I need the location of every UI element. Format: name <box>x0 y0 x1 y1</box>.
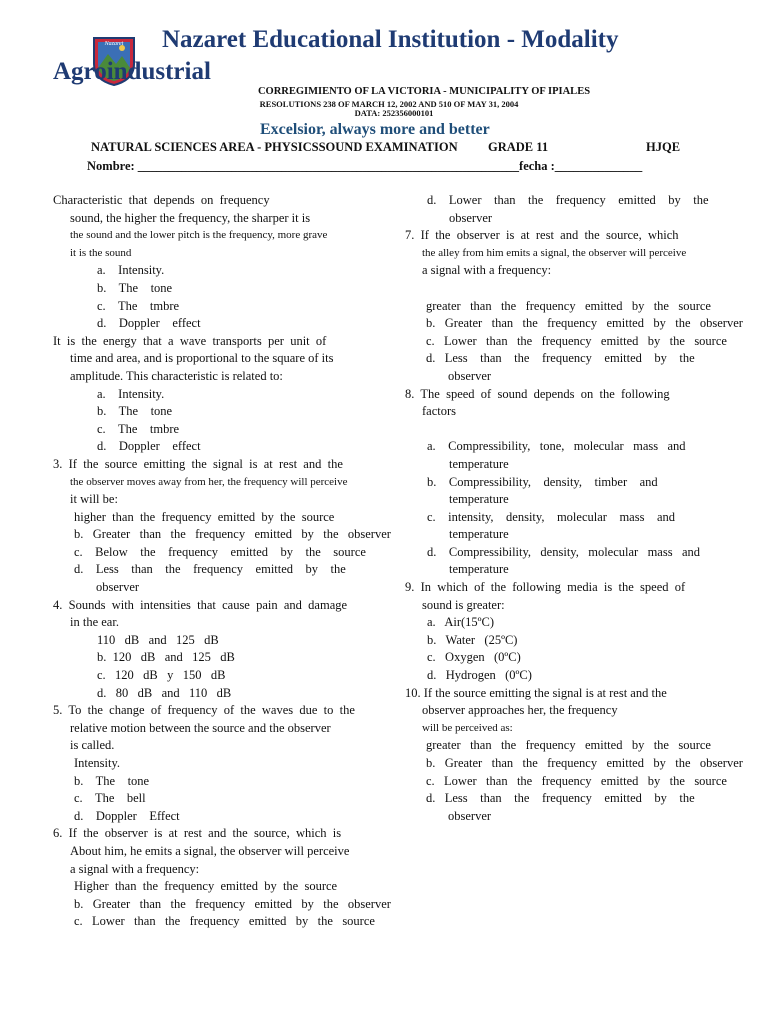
exam-line: observer <box>96 580 140 595</box>
exam-line: c. Lower than the frequency emitted by the source <box>74 914 375 929</box>
exam-line: b. The tone <box>74 773 150 788</box>
exam-line: 4. Sounds with intensities that cause pain and damage <box>53 597 348 612</box>
exam-line: observer <box>448 368 492 383</box>
exam-line: a. Intensity. <box>97 386 165 401</box>
exam-line: time and area, and is proportional to the square of its <box>70 351 334 366</box>
exam-line: d. Doppler effect <box>97 439 201 454</box>
exam-line: Characteristic that depends on frequency <box>53 193 270 207</box>
exam-line: sound is greater: <box>422 597 505 612</box>
exam-line: the alley from him emits a signal, the observer will perceive <box>422 246 687 259</box>
exam-line: d. Less than the frequency emitted by the <box>426 791 695 806</box>
exam-line: d. Lower than the frequency emitted by the <box>427 193 709 207</box>
exam-line: d. 80 dB and 110 dB <box>97 685 232 700</box>
exam-line: c. The tmbre <box>97 298 180 313</box>
exam-line: It is the energy that a wave transports per unit of <box>53 333 327 348</box>
exam-line: b. Compressibility, density, timber and <box>427 474 658 489</box>
grade-label: GRADE 11 <box>488 140 549 154</box>
name-date-field: Nombre: _____________________________________________________________fecha :______________ <box>87 159 643 173</box>
exam-line: 6. If the observer is at rest and the source, which is <box>53 826 342 841</box>
exam-line: 8. The speed of sound depends on the following <box>405 386 670 401</box>
exam-line: About him, he emits a signal, the observer will perceive <box>70 843 350 858</box>
exam-line <box>405 421 768 439</box>
exam-line: c. 120 dB y 150 dB <box>97 668 226 683</box>
svg-text:Nazaret: Nazaret <box>104 41 124 47</box>
exam-line: d. Hydrogen (0ºC) <box>427 668 532 683</box>
exam-line: 9. In which of the following media is the speed of <box>405 580 686 595</box>
exam-line <box>405 280 768 298</box>
exam-line: c. Below the frequency emitted by the source <box>74 544 366 559</box>
exam-line: a signal with a frequency: <box>70 861 200 876</box>
exam-line: b. Greater than the frequency emitted by the observer <box>74 896 391 911</box>
exam-line: relative motion between the source and the observer <box>70 720 331 735</box>
exam-line: the observer moves away from her, the frequency will perceive <box>70 475 348 488</box>
exam-line: amplitude. This characteristic is related to: <box>70 368 283 383</box>
exam-line: c. intensity, density, molecular mass and <box>427 509 675 524</box>
exam-line: temperature <box>449 492 509 507</box>
institution-title: Nazaret Educational Institution - Modality <box>162 26 619 53</box>
exam-line: d. Less than the frequency emitted by the <box>74 562 346 577</box>
exam-line: c. The tmbre <box>97 421 180 436</box>
exam-line: a. Air(15ºC) <box>427 615 495 630</box>
motto: Excelsior, always more and better <box>260 121 490 138</box>
exam-line: in the ear. <box>70 615 119 630</box>
exam-line: b. 120 dB and 125 dB <box>97 650 235 665</box>
exam-line: it is the sound <box>70 246 132 259</box>
resolutions-line: RESOLUTIONS 238 OF MARCH 12, 2002 AND 510 OF MAY 31, 2004 <box>259 99 519 109</box>
exam-line: factors <box>422 404 457 419</box>
exam-line: b. Greater than the frequency emitted by the observer <box>426 756 743 770</box>
dane-line: DATA: 252356000101 <box>354 108 434 118</box>
exam-line: higher than the frequency emitted by the source <box>74 509 335 524</box>
area-label: NATURAL SCIENCES AREA - PHYSICSSOUND EXAMINATION <box>91 140 458 154</box>
exam-line: greater than the frequency emitted by the source <box>426 738 711 753</box>
exam-line: d. Compressibility, density, molecular mass and <box>427 544 700 559</box>
exam-line: 10. If the source emitting the signal is at rest and the <box>405 685 667 700</box>
exam-line: will be perceived as: <box>422 721 513 734</box>
exam-line: d. Less than the frequency emitted by the <box>426 351 695 366</box>
exam-line: c. The bell <box>74 791 146 806</box>
exam-line: 5. To the change of frequency of the waves due to the <box>53 703 355 718</box>
exam-line: temperature <box>449 527 509 542</box>
exam-line: a. Intensity. <box>97 263 165 278</box>
exam-line: temperature <box>449 562 509 577</box>
exam-line: it will be: <box>70 492 118 507</box>
exam-line: c. Oxygen (0ºC) <box>427 650 521 665</box>
exam-line: b. Water (25ºC) <box>427 632 518 647</box>
exam-line: temperature <box>449 456 509 471</box>
exam-line: b. Greater than the frequency emitted by the observer <box>74 527 391 542</box>
right-column <box>405 192 768 825</box>
exam-line: b. The tone <box>97 280 173 295</box>
exam-line: d. Doppler effect <box>97 316 201 331</box>
exam-line: is called. <box>70 738 115 753</box>
left-column <box>53 192 418 931</box>
exam-line: c. Lower than the frequency emitted by the source <box>426 773 727 788</box>
exam-line: 110 dB and 125 dB <box>97 632 219 647</box>
exam-line: Intensity. <box>74 756 121 770</box>
exam-line: observer <box>448 808 492 823</box>
corregimiento-line: CORREGIMIENTO OF LA VICTORIA - MUNICIPALITY OF IPIALES <box>257 86 591 97</box>
exam-line: observer approaches her, the frequency <box>422 703 618 718</box>
exam-line: 3. If the source emitting the signal is at rest and the <box>53 456 343 471</box>
exam-line: 7. If the observer is at rest and the source, which <box>405 228 679 243</box>
exam-line: b. The tone <box>97 404 173 419</box>
exam-line: observer <box>449 210 493 225</box>
exam-line: a. Compressibility, tone, molecular mass and <box>427 439 686 454</box>
exam-line: c. Lower than the frequency emitted by the source <box>426 333 727 348</box>
exam-line: Higher than the frequency emitted by the source <box>74 879 338 894</box>
institution-title-line2: Agroindustrial <box>53 58 211 85</box>
exam-line: d. Doppler Effect <box>74 808 180 823</box>
exam-line: sound, the higher the frequency, the sharper it is <box>70 210 311 225</box>
exam-line: b. Greater than the frequency emitted by the observer <box>426 316 743 331</box>
exam-line: greater than the frequency emitted by the source <box>426 298 711 313</box>
exam-code: HJQE <box>646 140 681 154</box>
exam-line: the sound and the lower pitch is the frequency, more grave <box>70 229 328 242</box>
exam-line: a signal with a frequency: <box>422 263 552 278</box>
